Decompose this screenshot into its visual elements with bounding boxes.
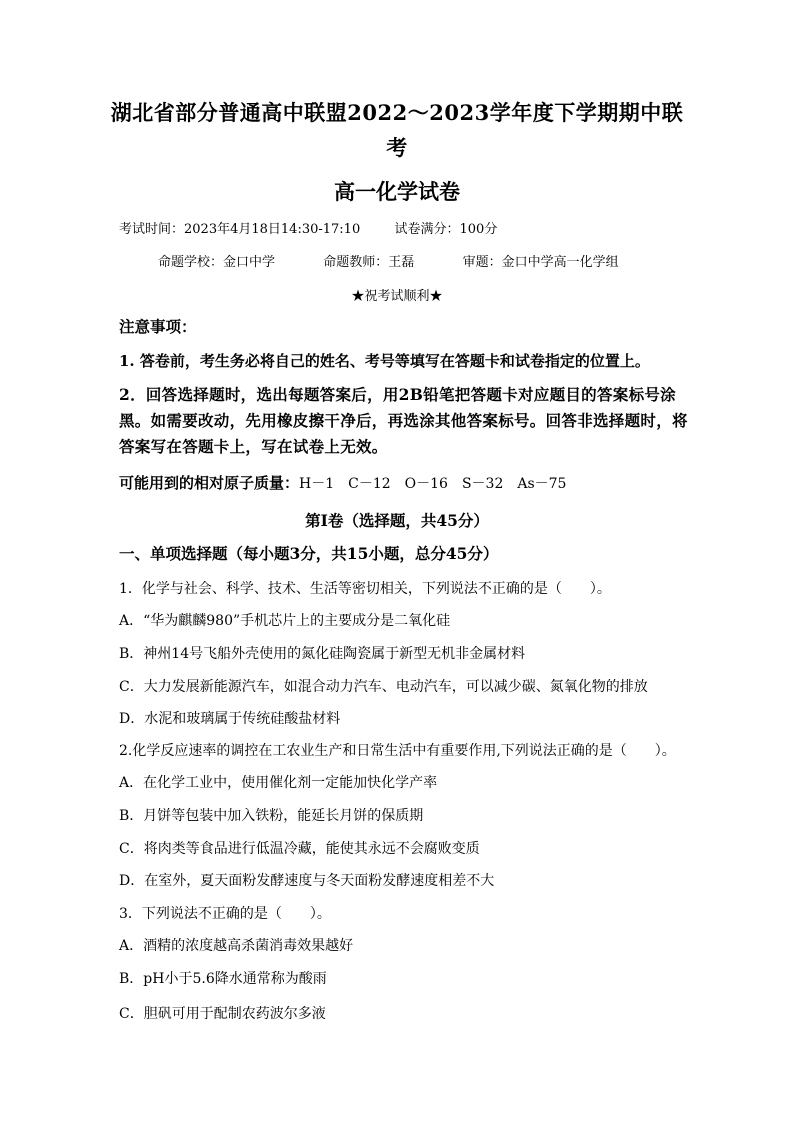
question-3-option-c: C．胆矾可用于配制农药波尔多液 [119,1006,326,1022]
exam-school: 命题学校：金口中学 [158,255,276,270]
exam-teacher: 命题教师：王磊 [323,255,415,270]
exam-time-score-row [119,218,497,237]
exam-wish: ★祝考试顺利★ [351,289,443,304]
question-2-stem: 2.化学反应速率的调控在工农业生产和日常生活中有重要作用,下列说法正确的是（ ）。 [119,743,676,759]
notice-item-1: 1. 答卷前，考生务必将自己的姓名、考号等填写在答题卡和试卷指定的位置上。 [119,352,650,370]
exam-authors-row [158,251,619,270]
question-1-option-d: D．水泥和玻璃属于传统硅酸盐材料 [119,711,341,727]
exam-score: 试卷满分：100分 [394,222,498,237]
question-1-option-b: B．神州14号飞船外壳使用的氮化硅陶瓷属于新型无机非金属材料 [119,646,526,662]
part-title: 第Ⅰ卷（选择题，共45分） [305,511,489,530]
section-title: 一、单项选择题（每小题3分，共15小题，总分45分） [119,544,499,563]
question-1-option-a: A．“华为麒麟980”手机芯片上的主要成分是二氧化硅 [119,613,451,629]
question-1-stem: 1．化学与社会、科学、技术、生活等密切相关，下列说法不正确的是（ ）。 [119,581,611,597]
question-1-option-c: C．大力发展新能源汽车，如混合动力汽车、电动汽车，可以减少碳、氮氧化物的排放 [119,679,648,695]
atomic-mass-label: 可能用到的相对原子质量： [119,474,300,492]
exam-reviewer: 审题：金口中学高一化学组 [462,255,619,270]
question-2-option-c: C．将肉类等食品进行低温冷藏，能使其永远不会腐败变质 [119,841,480,857]
question-2-option-d: D．在室外，夏天面粉发酵速度与冬天面粉发酵速度相差不大 [119,873,495,889]
question-2-option-b: B．月饼等包装中加入铁粉，能延长月饼的保质期 [119,808,424,824]
question-3-stem: 3．下列说法不正确的是（ ）。 [119,906,331,922]
atomic-mass-row [119,472,566,493]
exam-time: 考试时间：2023年4月18日14:30-17:10 [119,222,361,237]
notice-item-2: 2．回答选择题时，选出每题答案后，用2B铅笔把答题卡对应题目的答案标号涂黑。如需要改动，先用橡皮擦干净后，再选涂其他答案标号。回答非选择题时，将答案写在答题卡上，写在试卷上无效。 [119,385,688,456]
question-3-option-a: A．酒精的浓度越高杀菌消毒效果越好 [119,938,354,954]
exam-title-line1: 湖北省部分普通高中联盟2022～2023学年度下学期期中联 [110,100,684,125]
exam-title-line2: 考 [386,135,408,160]
question-2-option-a: A．在化学工业中，使用催化剂一定能加快化学产率 [119,775,438,791]
notice-heading: 注意事项： [119,317,197,336]
question-3-option-b: B．pH小于5.6降水通常称为酸雨 [119,971,327,987]
exam-subtitle: 高一化学试卷 [334,179,460,204]
atomic-mass-values: H－1 C－12 O－16 S－32 As－75 [299,476,567,492]
